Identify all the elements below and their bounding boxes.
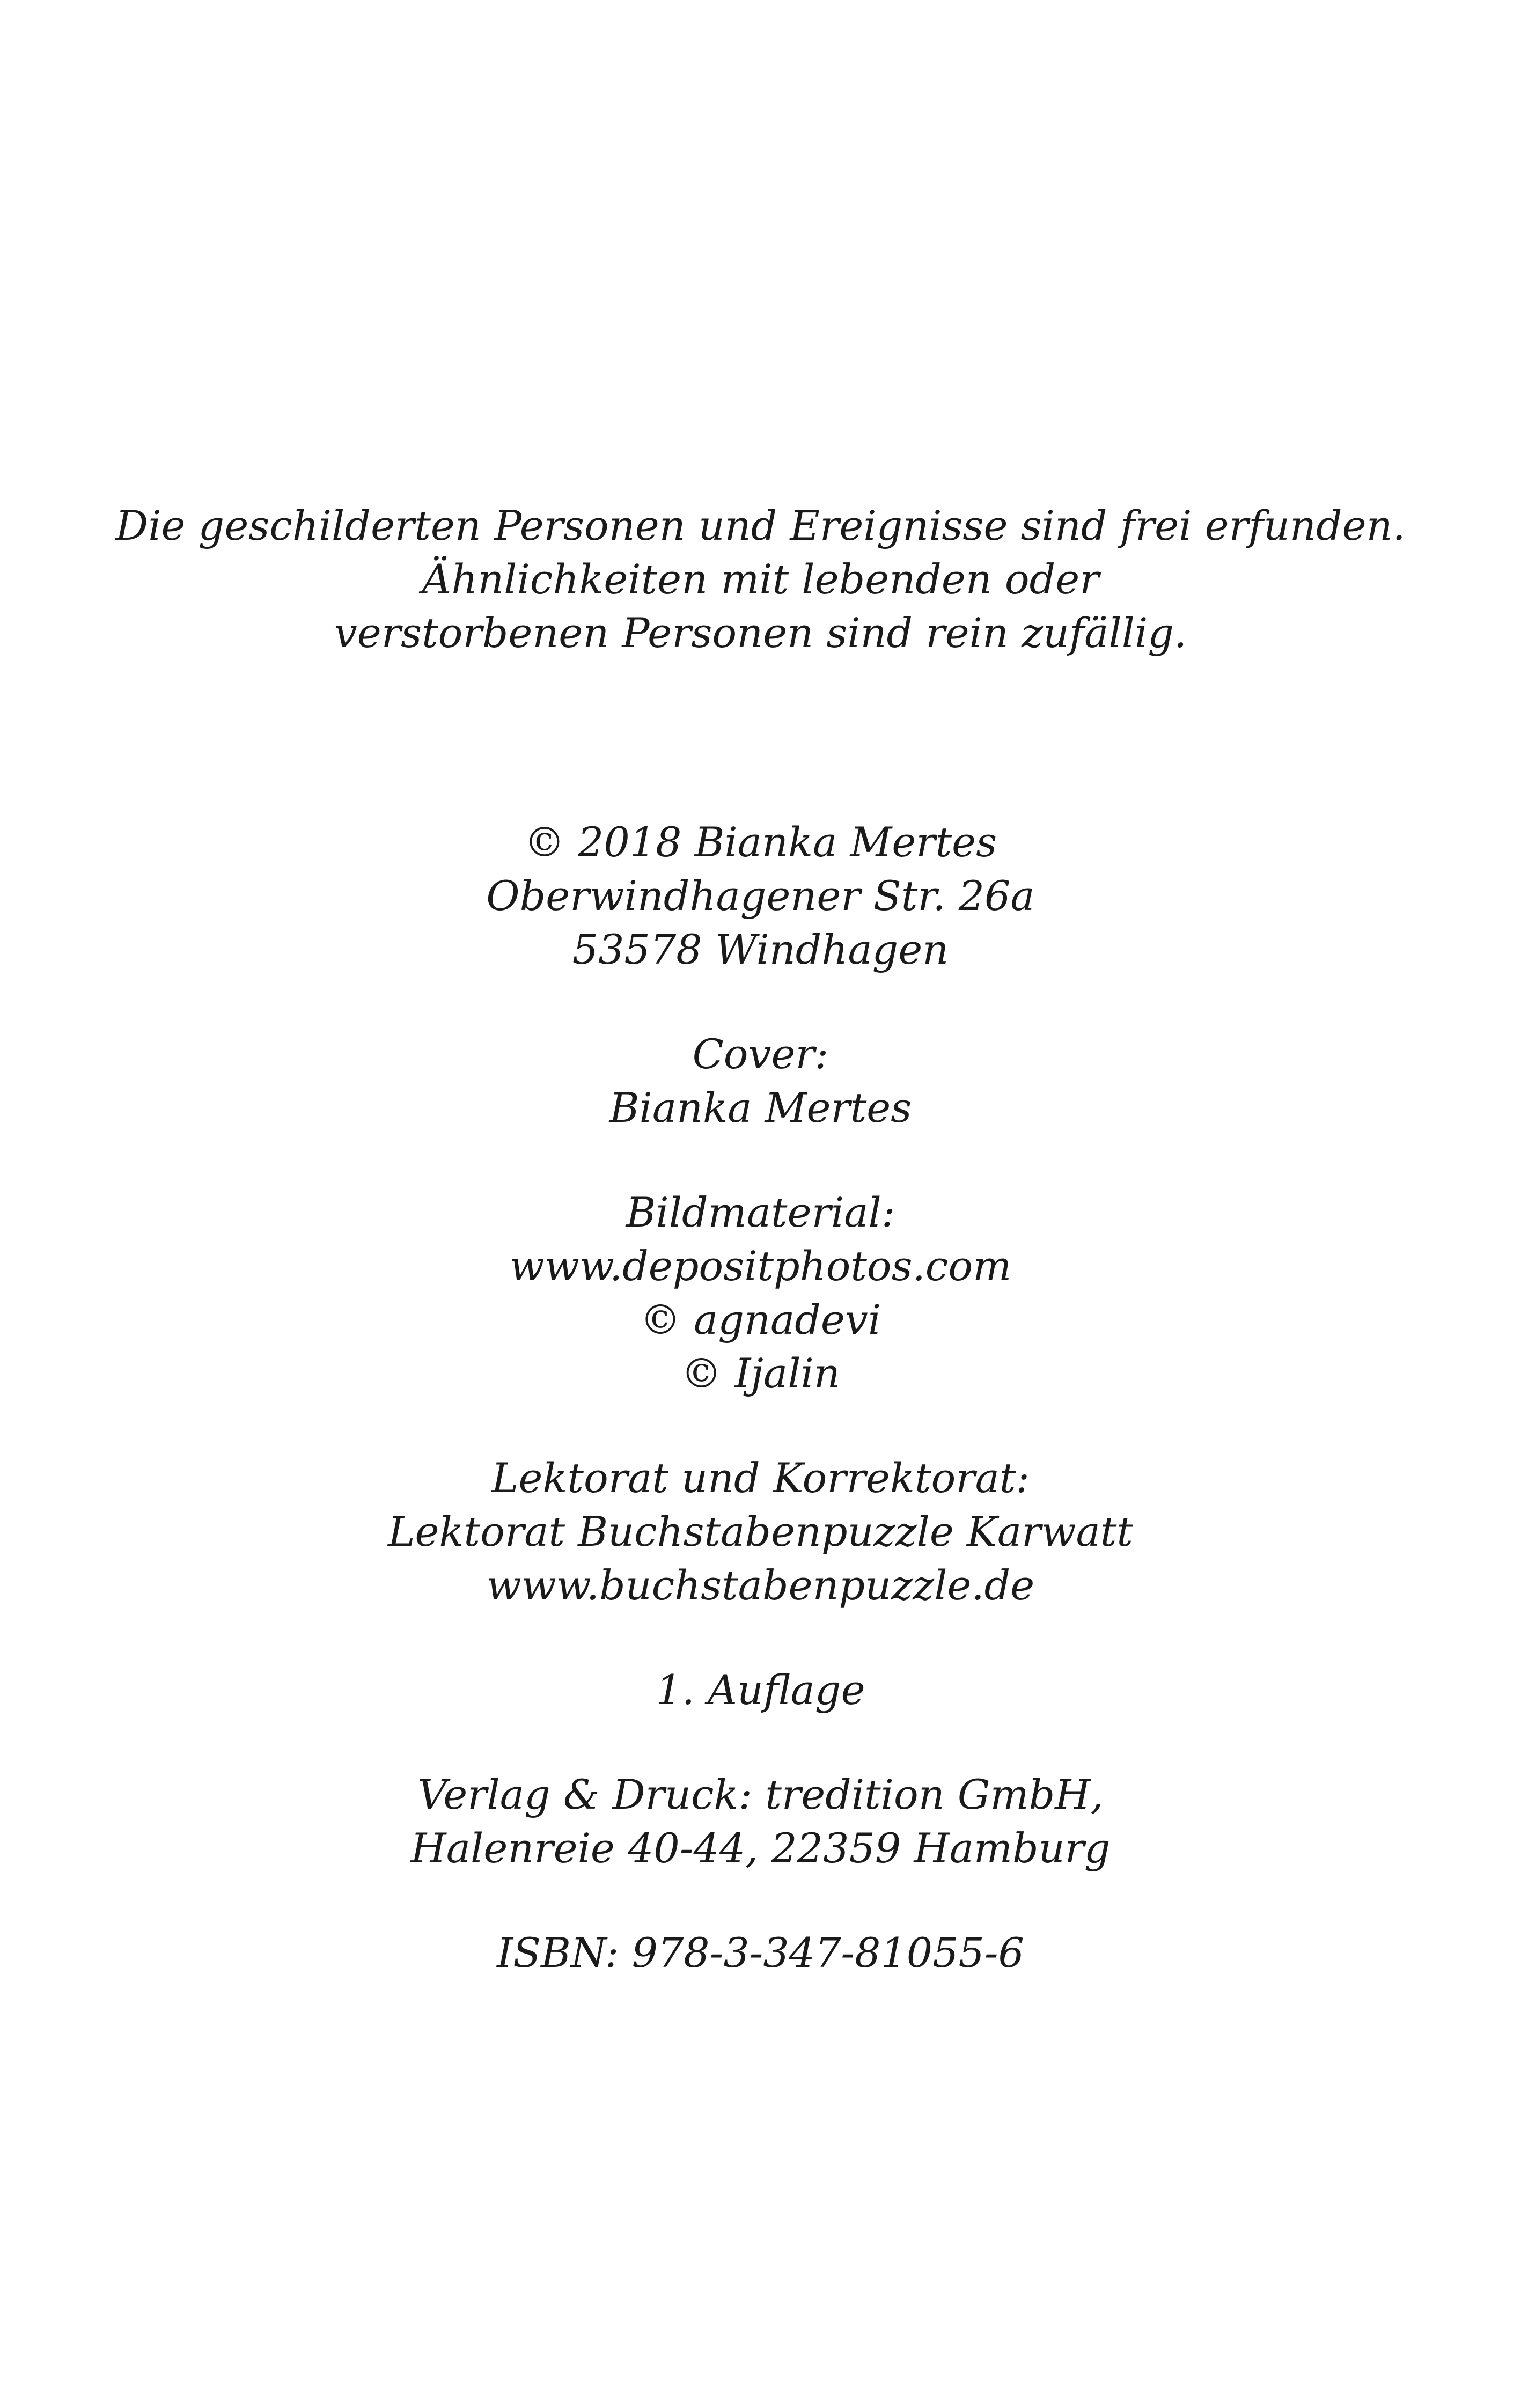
isbn-text: ISBN: 978-3-347-81055-6 bbox=[497, 1929, 1024, 1977]
disclaimer-line: verstorbenen Personen sind rein zufällig. bbox=[334, 609, 1187, 657]
copyright-notice: © 2018 Bianka Mertes bbox=[524, 818, 997, 866]
image-credit-line: © agnadevi bbox=[640, 1296, 881, 1344]
editing-company: Lektorat Buchstabenpuzzle Karwatt bbox=[388, 1508, 1133, 1555]
cover-designer: Bianka Mertes bbox=[609, 1084, 912, 1132]
disclaimer-block bbox=[0, 499, 1521, 660]
edition-text: 1. Auflage bbox=[656, 1666, 865, 1714]
image-source-url: www.depositphotos.com bbox=[509, 1242, 1012, 1290]
image-credit-line: © Ijalin bbox=[681, 1349, 840, 1397]
image-credit-block bbox=[0, 1186, 1521, 1400]
edition-block bbox=[0, 1663, 1521, 1717]
editing-heading: Lektorat und Korrektorat: bbox=[491, 1454, 1030, 1502]
editing-url: www.buchstabenpuzzle.de bbox=[486, 1561, 1035, 1609]
publisher-line: Verlag & Druck: tredition GmbH, bbox=[417, 1771, 1104, 1818]
cover-heading: Cover: bbox=[692, 1030, 829, 1078]
disclaimer-line: Die geschilderten Personen und Ereignisse sind frei erfunden. bbox=[115, 502, 1406, 549]
copyright-block bbox=[0, 816, 1521, 977]
editing-credit-block bbox=[0, 1451, 1521, 1612]
disclaimer-line: Ähnlichkeiten mit lebenden oder bbox=[422, 555, 1099, 603]
publisher-block bbox=[0, 1768, 1521, 1875]
city-address: 53578 Windhagen bbox=[572, 926, 949, 973]
cover-credit-block bbox=[0, 1027, 1521, 1135]
publisher-address: Halenreie 40-44, 22359 Hamburg bbox=[410, 1824, 1111, 1872]
image-credit-heading: Bildmaterial: bbox=[626, 1188, 895, 1236]
isbn-block bbox=[0, 1926, 1521, 1980]
street-address: Oberwindhagener Str. 26a bbox=[486, 872, 1035, 920]
